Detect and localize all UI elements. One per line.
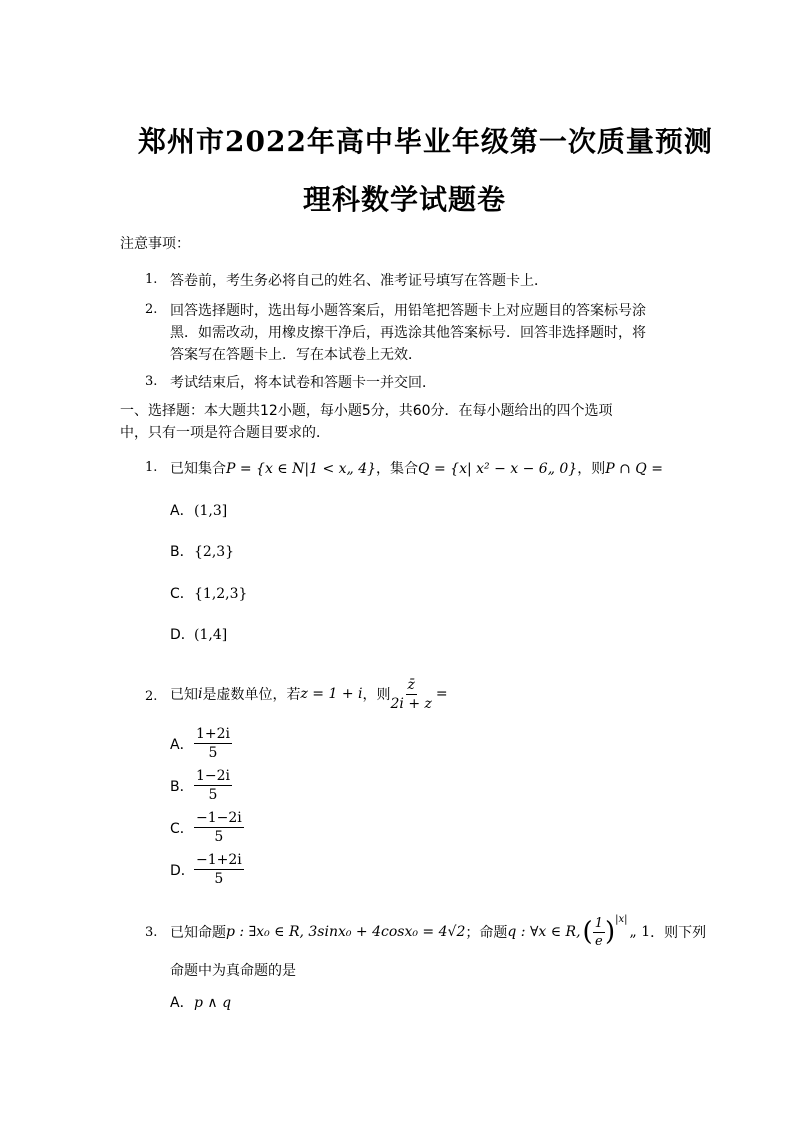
option-label: B． xyxy=(170,544,194,560)
q1-prefix: 已知集合 xyxy=(170,461,226,477)
option-value: {2,3} xyxy=(194,544,235,560)
fraction-denominator: 5 xyxy=(214,829,224,845)
option-label: B． xyxy=(170,778,194,795)
fraction-denominator: 5 xyxy=(208,787,218,803)
note-text: 答卷前，考生务必将自己的姓名、准考证号填写在答题卡上． xyxy=(170,273,548,289)
notes-heading: 注意事项： xyxy=(120,236,190,252)
q1-mid: ，集合 xyxy=(376,461,419,477)
note-number: 2. xyxy=(145,302,158,317)
section-heading-line: 一、选择题：本大题共12小题，每小题5分，共60分．在每小题给出的四个选项 xyxy=(120,403,613,419)
q1-set-p: P = {x ∈ N|1 < x„ 4} xyxy=(226,461,377,477)
right-paren: ) xyxy=(604,917,616,947)
option-d xyxy=(170,852,244,887)
option-label: A． xyxy=(170,736,194,753)
fraction-numerator: −1+2i xyxy=(196,852,242,868)
q3-fraction xyxy=(593,916,605,949)
q2-z: z = 1 + i xyxy=(300,686,363,702)
q3-prefix: 已知命题 xyxy=(170,925,226,941)
page-subtitle: 理科数学试题卷 xyxy=(303,183,507,216)
option-label: A． xyxy=(170,503,194,519)
note-text-line: 回答选择题时，选出每小题答案后，用铅笔把答题卡上对应题目的答案标号涂 xyxy=(170,303,646,319)
fraction-numerator: z̄ xyxy=(407,676,415,693)
fraction-numerator: 1 xyxy=(594,915,603,931)
q3-suffix: ．则下列 xyxy=(650,925,707,941)
q2-i: i xyxy=(198,686,203,702)
option-label: C． xyxy=(170,586,194,602)
question-3-stem xyxy=(170,910,706,954)
option-b xyxy=(170,541,234,561)
q2-prefix: 已知 xyxy=(170,687,198,703)
q3-p-expression: p : ∃x₀ ∈ R, 3sinx₀ + 4cosx₀ = 4√2 xyxy=(226,924,466,940)
question-number: 1. xyxy=(145,460,158,475)
option-a xyxy=(170,992,231,1012)
q3-mid: ；命题 xyxy=(465,925,508,941)
q3-q-tail: „ 1 xyxy=(629,924,651,940)
fraction-numerator: −1−2i xyxy=(196,810,242,826)
q2-fraction xyxy=(391,677,432,712)
option-c xyxy=(170,583,247,603)
option-label: D． xyxy=(170,627,195,643)
option-label: A． xyxy=(170,995,194,1011)
q1-suffix: ，则 xyxy=(577,461,606,477)
option-value: p ∧ q xyxy=(194,995,232,1011)
option-label: D． xyxy=(170,862,195,879)
fraction-numerator: 1+2i xyxy=(196,726,231,742)
note-number: 1. xyxy=(145,272,158,287)
option-fraction xyxy=(194,726,232,761)
option-label: C． xyxy=(170,820,194,837)
page-title: 郑州市2022年高中毕业年级第一次质量预测 xyxy=(138,125,713,158)
fraction-denominator: 5 xyxy=(208,745,218,761)
section-heading-line: 中，只有一项是符合题目要求的． xyxy=(120,425,330,441)
question-1-stem xyxy=(170,458,663,478)
question-number: 2. xyxy=(145,689,158,704)
option-c xyxy=(170,810,244,845)
note-number: 3. xyxy=(145,374,158,389)
q1-set-q: Q = {x| x² − x − 6„ 0} xyxy=(418,461,578,477)
question-number: 3. xyxy=(145,925,158,940)
fraction-denominator: 2i + z xyxy=(390,695,432,712)
option-value: (1,3] xyxy=(194,503,228,519)
option-d xyxy=(170,624,227,644)
option-fraction xyxy=(194,810,244,845)
option-value: (1,4] xyxy=(194,627,228,643)
q2-mid: 是虚数单位，若 xyxy=(202,687,301,703)
fraction-numerator: 1−2i xyxy=(196,768,231,784)
q1-ask: P ∩ Q = xyxy=(605,461,663,477)
question-2-stem xyxy=(170,672,448,716)
note-text-line: 黑．如需改动，用橡皮擦干净后，再选涂其他答案标号．回答非选择题时，将 xyxy=(170,325,646,341)
fraction-denominator: e xyxy=(594,933,603,949)
option-a xyxy=(170,726,232,761)
note-text: 考试结束后，将本试卷和答题卡一并交回． xyxy=(170,375,436,391)
option-fraction xyxy=(194,852,244,887)
q3-q-expression: q : ∀x ∈ R, xyxy=(507,924,581,940)
note-text-line: 答案写在答题卡上．写在本试卷上无效． xyxy=(170,347,422,363)
option-value: {1,2,3} xyxy=(194,586,248,602)
fraction-denominator: 5 xyxy=(214,871,224,887)
option-fraction xyxy=(194,768,232,803)
left-paren: ( xyxy=(582,917,593,947)
option-b xyxy=(170,768,232,803)
q2-equals: = xyxy=(435,686,448,702)
q3-stem-line2: 命题中为真命题的是 xyxy=(170,963,296,979)
q2-suffix: ，则 xyxy=(362,687,391,703)
q3-exponent: |x| xyxy=(615,914,628,925)
option-a xyxy=(170,500,227,520)
